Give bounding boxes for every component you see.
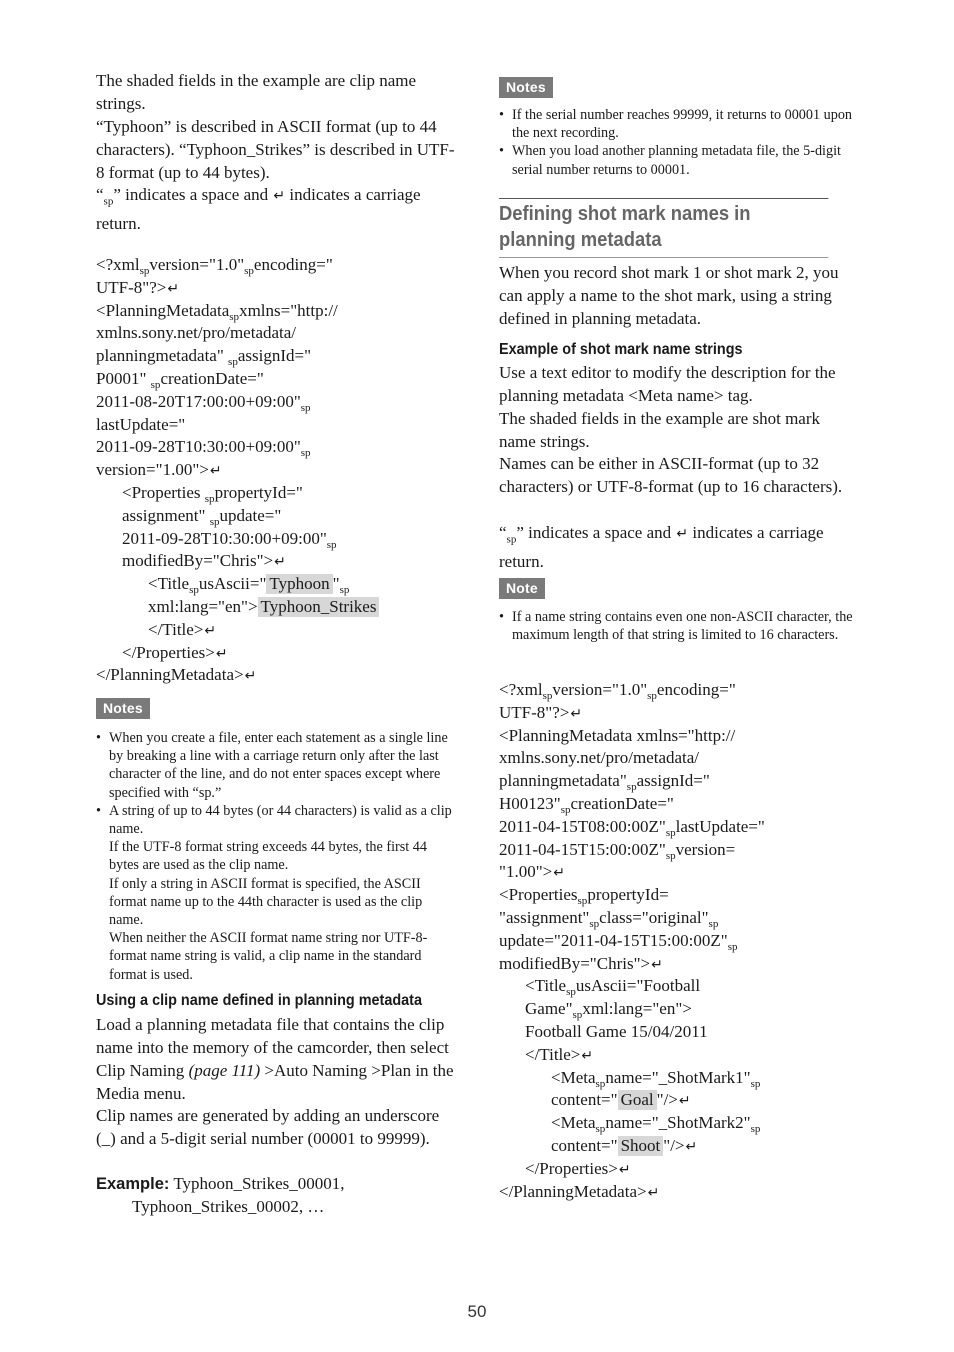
shaded-shot-mark-1: Goal (618, 1090, 657, 1110)
space-marker: sp (189, 584, 199, 597)
code-line (96, 642, 379, 665)
return-icon: ↵ (651, 956, 663, 973)
notes-list (499, 106, 857, 179)
shot-mark-code-example (499, 679, 765, 1203)
clip-name-code-example (96, 254, 379, 687)
space-marker: sp (228, 356, 238, 369)
code-line (96, 391, 379, 414)
space-marker: sp (209, 515, 220, 528)
code-token: <Title (148, 574, 190, 594)
section-title: Defining shot mark names in planning metadata (499, 198, 828, 258)
return-icon: ↵ (204, 622, 217, 639)
code-token: class="original" (599, 907, 709, 927)
code-token: "/> (656, 1090, 678, 1110)
body-use-text-editor: Use a text editor to modify the description for the planning metadata <Meta name> tag. (499, 363, 836, 405)
code-token: assignId=" (237, 346, 312, 366)
code-token: UTF-8"?> (499, 702, 570, 722)
space-marker: sp (750, 1077, 761, 1090)
code-line (96, 482, 379, 505)
space-marker: sp (665, 826, 676, 839)
code-line (96, 505, 379, 528)
code-line (499, 1112, 765, 1135)
code-token: H00123" (499, 793, 561, 813)
code-token: </Title> (525, 1044, 581, 1064)
code-line (499, 816, 765, 839)
code-line (96, 368, 379, 391)
space-marker: sp (560, 803, 571, 816)
code-token: version= (675, 839, 736, 859)
space-marker: sp (300, 401, 311, 414)
example-line: Example: Typhoon_Strikes_00001, (96, 1174, 345, 1193)
code-token: name="_ShotMark1" (605, 1067, 751, 1087)
code-token: "assignment" (499, 907, 590, 927)
code-token: </Properties> (122, 642, 215, 662)
code-token: Football Game 15/04/2011 (525, 1021, 708, 1041)
space-marker: sp (139, 265, 150, 277)
code-token: lastUpdate=" (675, 816, 765, 836)
code-token: creationDate=" (160, 368, 264, 388)
code-line (499, 1044, 765, 1067)
code-token: </Properties> (525, 1158, 618, 1178)
code-line (499, 679, 765, 702)
space-marker: sp (300, 447, 311, 460)
code-token: encoding=" (656, 680, 736, 699)
code-token: update="2011-04-15T15:00:00Z" (499, 930, 728, 950)
space-marker: sp (229, 310, 240, 323)
code-token: </PlanningMetadata> (499, 1181, 647, 1201)
code-token: propertyId= (587, 885, 669, 905)
code-line (499, 975, 765, 998)
code-token: assignment" (122, 505, 210, 525)
return-icon: ↵ (581, 1047, 594, 1064)
code-token: planningmetadata" (96, 346, 229, 366)
code-line (499, 1135, 765, 1158)
code-line (96, 300, 379, 323)
code-token: </Title> (148, 619, 204, 639)
code-line (499, 702, 765, 725)
code-token: <Properties (122, 482, 205, 502)
return-icon: ↵ (273, 188, 286, 204)
space-marker: sp (572, 1009, 583, 1022)
space-marker: sp (750, 1123, 761, 1136)
space-marker: sp (150, 378, 161, 391)
code-line (96, 550, 379, 573)
subhead-using-clip-name: Using a clip name defined in planning metadata (96, 992, 422, 1009)
return-icon: ↵ (570, 705, 583, 722)
return-icon: ↵ (209, 463, 222, 480)
code-token: version="1.0" (552, 680, 648, 699)
intro-format-note: “Typhoon” is described in ASCII format (up to 44 characters). “Typhoon_Strikes” is described in UTF-8 format (up to 44 bytes). (96, 117, 455, 182)
space-marker: sp (665, 849, 676, 862)
code-line (499, 884, 765, 907)
return-icon: ↵ (647, 1184, 660, 1201)
shaded-clip-name-ascii: Typhoon (266, 574, 332, 594)
shaded-clip-name-utf8: Typhoon_Strikes (258, 597, 380, 617)
code-token: usAscii=" (198, 574, 267, 594)
code-token: 2011-04-15T08:00:00Z" (499, 816, 666, 836)
code-line (96, 573, 379, 596)
code-token: <Properties (499, 885, 578, 905)
code-token: <?xml (96, 255, 140, 274)
code-token: assignId=" (636, 771, 710, 791)
code-line (96, 322, 379, 345)
return-icon: ↵ (274, 554, 286, 571)
example-label: Example: (96, 1175, 170, 1193)
return-icon: ↵ (685, 1138, 698, 1155)
code-line (96, 664, 379, 687)
subhead-shot-mark-strings: Example of shot mark name strings (499, 341, 743, 358)
return-icon: ↵ (244, 668, 257, 685)
body-shaded-fields: The shaded fields in the example are shot mark name strings. (499, 409, 820, 451)
code-line (499, 839, 765, 862)
space-marker: sp (244, 265, 254, 277)
note-item: • When you create a file, enter each statement as a single line by breaking a line with a carriage return only after the last character of the line, and do not enter spaces except where specified with “sp.” (96, 729, 458, 802)
code-token: <PlanningMetadata xmlns="http:// (499, 725, 736, 745)
code-line (499, 793, 765, 816)
code-line (499, 861, 765, 884)
body-name-formats: Names can be either in ASCII-format (up to 32 characters) or UTF-8-format (up to 16 characters). (499, 454, 843, 496)
note-item: • If a name string contains even one non-ASCII character, the maximum length of that string is limited to 16 characters. (499, 608, 857, 644)
code-token: version="1.00"> (96, 460, 209, 480)
note-item: • A string of up to 44 bytes (or 44 characters) is valid as a clip name. If the UTF-8 format string exceeds 44 bytes, the first 44 bytes are used as the clip name. If only a string in ASCII format is specified, the ASCII format name up to the 44th character is used as the clip name. When neither the ASCII format name string nor UTF-8-format name string is valid, a clip name in the standard format is used. (96, 802, 458, 984)
body-load-metadata: Load a planning metadata file that contains the clip name into the memory of the camcorder, then select Clip Naming (page 111) >Auto Naming >Plan in the Media menu. (96, 1015, 454, 1103)
code-line (499, 1067, 765, 1090)
code-token: creationDate=" (570, 793, 674, 813)
code-token: propertyId=" (214, 482, 303, 502)
code-token: " (332, 574, 340, 594)
code-line (96, 528, 379, 551)
code-token: planningmetadata" (499, 771, 627, 791)
space-marker: sp (326, 538, 337, 551)
code-line (499, 770, 765, 793)
code-line (499, 1021, 765, 1044)
code-line (499, 1181, 765, 1204)
body-clip-names-generated: Clip names are generated by adding an underscore (_) and a 5-digit serial number (00001 to 99999). (96, 1106, 440, 1148)
return-icon: ↵ (215, 645, 228, 662)
note-badge: Note (499, 578, 545, 599)
code-line (96, 619, 379, 642)
code-line (96, 277, 379, 300)
code-token: 2011-09-28T10:30:00+09:00" (96, 437, 301, 457)
code-token: xml:lang="en"> (148, 596, 258, 616)
code-token: "1.00"> (499, 862, 553, 882)
space-marker: sp (626, 781, 637, 794)
return-icon: ↵ (618, 1161, 631, 1178)
code-token: xmlns.sony.net/pro/metadata/ (499, 748, 700, 768)
section-body: When you record shot mark 1 or shot mark 2, you can apply a name to the shot mark, using a string defined in planning metadata. (499, 263, 839, 328)
code-token: xmlns.sony.net/pro/metadata/ (96, 323, 297, 343)
code-line (96, 414, 379, 437)
note-item: • When you load another planning metadata file, the 5-digit serial number returns to 00001. (499, 142, 857, 178)
code-token: <PlanningMetadata (96, 300, 230, 320)
notes-badge: Notes (96, 698, 150, 719)
intro-shaded-note: The shaded fields in the example are clip name strings. (96, 71, 417, 113)
note-item: • If the serial number reaches 99999, it returns to 00001 upon the next recording. (499, 106, 857, 142)
code-line (96, 254, 379, 277)
code-line (499, 998, 765, 1021)
code-line (96, 436, 379, 459)
code-token: Game" (525, 999, 573, 1019)
code-token: UTF-8"?> (96, 277, 167, 297)
code-token: version="1.0" (149, 255, 245, 274)
example-line-2: Typhoon_Strikes_00002, … (132, 1197, 325, 1216)
code-token: lastUpdate=" (96, 414, 186, 434)
code-token: 2011-04-15T15:00:00Z" (499, 839, 666, 859)
page-number: 50 (467, 1302, 487, 1321)
code-line (499, 725, 765, 748)
code-token: update=" (219, 505, 282, 525)
code-token: <Meta (551, 1067, 596, 1087)
shaded-shot-mark-2: Shoot (618, 1136, 664, 1156)
code-token: content=" (551, 1135, 618, 1155)
code-token: 2011-08-20T17:00:00+09:00" (96, 391, 301, 411)
return-icon: ↵ (678, 1093, 691, 1110)
code-token: encoding=" (253, 255, 333, 274)
space-marker: sp (708, 917, 719, 930)
code-token: modifiedBy="Chris"> (499, 953, 651, 973)
code-token: <?xml (499, 680, 543, 699)
code-line (96, 596, 379, 619)
space-marker: sp (204, 492, 215, 505)
code-line (499, 1158, 765, 1181)
return-icon: ↵ (167, 280, 180, 297)
page-reference-link[interactable]: (page 111) (188, 1060, 261, 1080)
intro-sp-note: “$_{sp}$” indicates a space and ↵ indicates a carriage return. (96, 185, 421, 234)
code-line (499, 1089, 765, 1112)
space-marker: sp (566, 986, 576, 999)
code-token: </PlanningMetadata> (96, 665, 244, 685)
code-token: "/> (663, 1135, 685, 1155)
code-line (499, 907, 765, 930)
notes-badge: Notes (499, 77, 553, 98)
code-line (96, 459, 379, 482)
space-marker: sp (577, 895, 588, 908)
code-line (499, 953, 765, 976)
code-token: P0001" (96, 368, 151, 388)
notes-list (96, 729, 458, 984)
code-token: <Meta (551, 1113, 596, 1133)
space-marker: sp (542, 690, 553, 702)
body-sp-note: “$_{sp}$” indicates a space and ↵ indicates a carriage return. (499, 523, 824, 572)
space-marker: sp (595, 1123, 606, 1136)
space-marker: sp (589, 917, 600, 930)
return-icon: ↵ (676, 526, 689, 542)
space-marker: sp (595, 1077, 606, 1090)
space-marker: sp (339, 584, 350, 597)
code-token: content=" (551, 1090, 618, 1110)
code-token: usAscii="Football (575, 976, 701, 996)
code-token: modifiedBy="Chris"> (122, 551, 274, 571)
code-token: xml:lang="en"> (582, 999, 692, 1019)
space-marker: sp (647, 690, 657, 702)
code-line (96, 345, 379, 368)
space-marker: sp (727, 940, 738, 953)
note-list (499, 608, 857, 644)
code-line (499, 747, 765, 770)
code-token: 2011-09-28T10:30:00+09:00" (122, 528, 327, 548)
return-icon: ↵ (553, 865, 565, 882)
code-token: <Title (525, 976, 567, 996)
code-line (499, 930, 765, 953)
code-token: xmlns="http:// (239, 300, 338, 320)
code-token: name="_ShotMark2" (605, 1113, 751, 1133)
